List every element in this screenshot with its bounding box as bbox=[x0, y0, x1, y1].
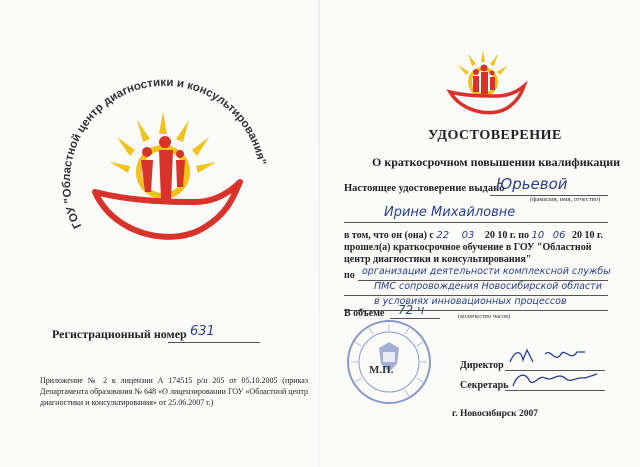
surname-value: Юрьевой bbox=[496, 175, 568, 193]
city-year: г. Новосибирск 2007 bbox=[452, 409, 538, 419]
official-stamp bbox=[345, 318, 433, 406]
left-logo bbox=[55, 62, 285, 292]
secretary-signature-icon bbox=[505, 368, 605, 390]
stamp-seal-icon bbox=[345, 318, 433, 406]
stamp-mp: М.П. bbox=[369, 364, 394, 376]
from-day: 22 bbox=[436, 230, 450, 241]
program-line-2-text: ПМС сопровождения Новосибирской области bbox=[374, 281, 602, 292]
name-value: Ирине Михайловне bbox=[384, 205, 516, 220]
to-month: 06 bbox=[552, 230, 566, 241]
to-label: по bbox=[518, 230, 529, 241]
right-logo bbox=[438, 48, 528, 120]
reg-number-label: Регистрационный номер bbox=[52, 327, 187, 341]
program-line-1 bbox=[358, 266, 611, 281]
surname-line bbox=[490, 175, 608, 196]
fold-line bbox=[318, 0, 320, 467]
completed-text: прошел(а) краткосрочное обучение в ГОУ "Областной центр диагностики и консультирования" bbox=[344, 242, 592, 265]
program-prefix: по bbox=[344, 270, 355, 281]
program-line-2 bbox=[344, 282, 608, 296]
period-prefix: в том, что он (она) с bbox=[344, 230, 434, 241]
name-line bbox=[344, 205, 608, 223]
period-row bbox=[344, 230, 603, 241]
logo-arc-text: ГОУ "Областной центр диагностики и консультирования" bbox=[60, 76, 268, 231]
to-year: 20 10 г. bbox=[571, 230, 603, 241]
reg-number-value: 631 bbox=[190, 324, 215, 339]
director-signature-icon bbox=[505, 346, 605, 368]
director-label: Директор bbox=[460, 360, 504, 371]
volume-value: 72 ч bbox=[398, 303, 425, 317]
certificate-subtitle: О краткосрочном повышении квалификации bbox=[372, 155, 621, 169]
volume-label: В объеме bbox=[344, 308, 385, 319]
to-day: 10 bbox=[531, 230, 545, 241]
secretary-signature-line bbox=[505, 378, 605, 391]
license-appendix: Приложение № 2 к лицензии А 174515 р/н 205 от 05.10.2005 (приказ Департамента образования № 648 «О лицензировании ГОУ «Областной центр диагностики и консультирования» от 25.06.2007 г.) bbox=[40, 376, 308, 407]
certificate-title: УДОСТОВЕРЕНИЕ bbox=[428, 128, 562, 143]
from-month: 03 bbox=[461, 230, 475, 241]
program-line-1-text: организации деятельности комплексной службы bbox=[362, 266, 611, 277]
hours-caption: (количество часов) bbox=[458, 313, 511, 320]
program-line-3-text: в условиях инновационных процессов bbox=[374, 296, 567, 307]
reg-number-line bbox=[168, 324, 260, 343]
small-logo-icon bbox=[438, 48, 528, 120]
logo-emblem-icon bbox=[55, 62, 285, 292]
fio-caption: (фамилия, имя, отчество) bbox=[530, 196, 601, 203]
issued-label: Настоящее удостоверение выдано bbox=[344, 183, 505, 194]
from-year: 20 10 г. bbox=[484, 230, 516, 241]
secretary-label: Секретарь bbox=[460, 380, 509, 391]
